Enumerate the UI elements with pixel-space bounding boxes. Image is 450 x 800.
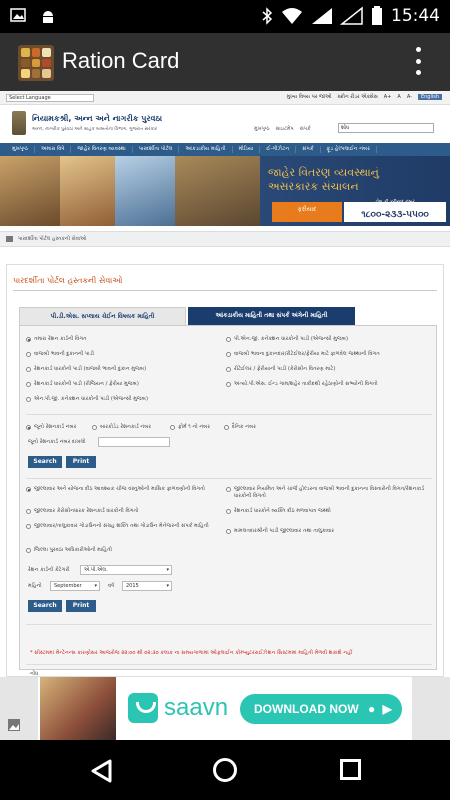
divider — [13, 290, 437, 291]
gallery-icon — [10, 8, 26, 22]
radio-button[interactable] — [170, 425, 175, 430]
org-name: નિયામકશ્રી, અન્ન અને નાગરીક પુરવઠા — [32, 114, 163, 123]
banner-photo — [115, 156, 175, 226]
nav-item[interactable]: ઈ-ગીઝેટન — [260, 146, 296, 153]
nav-item[interactable]: પારદર્શીતા પોર્ટલ — [133, 146, 180, 153]
radio-button[interactable] — [226, 352, 231, 357]
radio-button[interactable] — [26, 367, 31, 372]
ad-image-icon — [8, 719, 20, 731]
divider — [26, 664, 432, 665]
radio-button[interactable] — [26, 382, 31, 387]
radio-button[interactable] — [92, 425, 97, 430]
divider — [26, 478, 432, 479]
search-type-old-card[interactable]: જૂનો રેશનકાર્ડ નંબર — [26, 424, 76, 431]
divider — [26, 414, 432, 415]
radio-button[interactable] — [26, 509, 31, 514]
print-button[interactable]: Print — [66, 600, 96, 612]
site-search-input[interactable]: શોધ — [338, 123, 434, 133]
page-title: પારદર્શીતા પોર્ટલ હસ્તકની સેવાઓ — [13, 276, 123, 285]
option-antyodaya-members[interactable]: અંત્યો.પી.એસ. ઈન્ડ ગામ/શહેર તાકીદથી રહેઠાણોની સભ્યોની વિગતો — [226, 381, 426, 388]
note-title: નોંધ — [30, 671, 39, 677]
ad-brand: saavn — [164, 694, 229, 721]
signal-icon — [311, 7, 333, 25]
option-mamlatdar-list[interactable]: મામલતદારશ્રીની પાડી જીલ્લાવાર તથા તાલુકાવાર — [226, 528, 334, 535]
battery-icon — [371, 6, 383, 26]
recent-apps-icon[interactable] — [340, 759, 361, 780]
radio-button[interactable] — [26, 425, 31, 430]
status-time: 15:44 — [391, 6, 440, 26]
radio-button[interactable] — [226, 337, 231, 342]
radio-button[interactable] — [26, 337, 31, 342]
option-allotment-details[interactable]: વાજબી ભાવના દુકાનદાર/રીટેઈલર/ફેરીયા માટે ફાળવેલ જથ્થાની વિગત — [226, 351, 380, 358]
nav-item[interactable]: આંકડાકીય માહિતી — [179, 146, 232, 153]
download-now-button[interactable]: DOWNLOAD NOW ● ▶ — [240, 694, 402, 724]
org-subtitle: અન્ન, નાગરીક પુરવઠા અને ગ્રાહક બાબતોના વિભાગ, ગુજરાત સરકાર — [32, 127, 158, 132]
banner-photo — [60, 156, 115, 226]
search-type-barcode[interactable]: બારકોડેડ રેશનકાર્ડ નંબર — [92, 424, 151, 431]
tab-statistics-contact[interactable]: આંકડાકીય માહિતી તથા સંપર્ક અંગેની માહિતી — [188, 307, 355, 325]
nav-item[interactable]: મીડિયા — [233, 146, 261, 153]
ad-banner[interactable] — [0, 677, 450, 740]
maintenance-notice: * સીસ્ટમમાં મેન્ટેનન્સ કારણોસર આજરોજ ૨૨:૦૦ થી ૦૨:૩૦ કલાક ના સમયગાળામાં ઓફલાઈન કોમ્પ્યુટરરાઈઝેશન સિસ્ટમમાં માહિતી મેળવી શકાશે નહીં — [30, 650, 353, 656]
old-card-number-input[interactable] — [98, 437, 170, 447]
main-nav — [0, 143, 450, 156]
print-button[interactable]: Print — [66, 456, 96, 468]
contact-link[interactable]: સંપર્ક — [299, 126, 311, 132]
site-header — [0, 105, 450, 143]
year-select[interactable]: 2015 ▾ — [122, 581, 172, 591]
option-godown-info[interactable]: જીલ્લાવાર/તાલુકાવાર ગોડાઉનનો સંગ્રહ શક્તિ તથા ગોડાઉન મેનેજરની સંપર્ક માહિતી — [26, 523, 216, 530]
overflow-menu-icon[interactable] — [416, 47, 422, 75]
option-lpg-by-agency[interactable]: એન.પી.જી. કનેક્શન ધારકોની પાડી (એજન્સી મુજબ) — [26, 396, 148, 403]
banner-title: જાહેર વિતરણ વ્યવસ્થાનું અસરકારક સંચાલન — [268, 166, 379, 193]
tab-panel — [19, 325, 437, 677]
font-larger-link[interactable]: A+ — [383, 94, 392, 100]
helpline-number: ૧૮૦૦-૨૩૩-૫૫૦૦ — [344, 202, 446, 222]
ad-thumbnail — [40, 677, 116, 740]
emblem-icon — [12, 111, 26, 135]
nav-item[interactable]: મુખપૃષ્ઠ — [6, 146, 35, 153]
helpline-caption: ટોલ ફ્રી ફરીયાદ નંબર — [375, 200, 415, 205]
option-fps-list[interactable]: વાજબી ભાવની દુકાનની પાડી — [26, 351, 94, 358]
option-monthly-allocation[interactable]: જીલ્લાવાર અને યોજના દીઠ આવશ્યક ચીજ વસ્તુઓની માસિક ફાળવણીની વિગતો — [26, 486, 216, 493]
bluetooth-icon — [261, 7, 273, 25]
english-button[interactable]: English — [418, 94, 442, 100]
radio-button[interactable] — [226, 367, 231, 372]
breadcrumb — [0, 231, 450, 247]
breadcrumb-current: પારદર્શીતા પોર્ટલ હસ્તકની સેવાઓ — [18, 236, 87, 242]
nav-item[interactable]: જાહેર વિતરણ વ્યવસ્થા — [71, 146, 132, 153]
complaint-label: ફરીયાદ — [297, 206, 317, 213]
home-link[interactable]: મુખપૃષ્ઠ — [254, 126, 270, 132]
option-per-person-entitlement[interactable]: રેશનકાર્ડ ધારકોને વ્યક્તિ દીઠ મળવાપાત્ર જથ્થો — [226, 508, 331, 515]
year-label: વર્ષ — [108, 583, 115, 589]
nav-item[interactable]: સંપર્ક — [296, 146, 320, 153]
webview[interactable] — [0, 91, 450, 677]
option-kerosene-cardholders[interactable]: જીલ્લાવાર કેરોસીનધારક રેશનકાર્ડ ધારકોની વિગતો — [26, 508, 138, 515]
tab-pds-supply-chain[interactable]: પી.ડી.એસ. સપ્લાય ચેઈન વિષયક માહિતી — [19, 307, 186, 325]
no-sim-icon — [341, 7, 363, 25]
radio-button[interactable] — [226, 382, 231, 387]
radio-button[interactable] — [226, 509, 231, 514]
android-icon — [40, 8, 56, 24]
radio-button[interactable] — [226, 529, 231, 534]
header-links — [254, 126, 311, 132]
radio-button[interactable] — [26, 524, 31, 529]
category-label: રેશન કાર્ડની કેટેગરી — [28, 567, 70, 573]
back-icon[interactable] — [90, 759, 112, 783]
system-nav-bar — [0, 740, 450, 800]
screen-reader-link[interactable]: સ્ક્રીન રીડર એક્સેસ — [337, 94, 378, 100]
search-type-daily-number[interactable]: દૈનિક નંબર — [224, 424, 256, 431]
banner-photo — [175, 156, 260, 226]
nav-item[interactable]: ફૂડ હેલ્પલાઈન નંબર — [321, 146, 377, 153]
app-title: Ration Card — [62, 48, 180, 73]
top-links — [287, 94, 442, 100]
option-kerosene-retailers[interactable]: રીટેઈલર / ફેરીયાની પાડી (કેરોસીન વિતરણ માટે) — [226, 366, 335, 373]
wifi-icon — [281, 7, 303, 25]
radio-button[interactable] — [224, 425, 229, 430]
saavn-logo-icon — [128, 693, 158, 723]
hero-banner — [0, 156, 450, 226]
nav-item[interactable]: અમારા વિષે — [35, 146, 71, 153]
old-card-label: જૂનો રેશનકાર્ડ નંબર દાખલો — [28, 439, 86, 445]
app-bar — [0, 33, 450, 91]
status-bar — [0, 0, 450, 33]
banner-photo — [0, 156, 60, 226]
search-button[interactable]: Search — [28, 600, 62, 612]
option-png-by-agency[interactable]: પી.એન.જી. કનેક્શન ધારકોની પાડી (એજન્સી મુજબ) — [226, 336, 348, 343]
language-select[interactable]: Select Language — [6, 94, 94, 102]
apple-icon: ● — [368, 702, 376, 716]
radio-button[interactable] — [26, 397, 31, 402]
option-supply-officers[interactable]: જિલ્લા પુરવઠા અધિકારીઓની માહિતી — [26, 547, 112, 554]
radio-button[interactable] — [26, 487, 31, 492]
skip-to-content-link[interactable]: મુખ્ય વિષય પર જાઓ — [286, 94, 332, 100]
radio-button[interactable] — [226, 487, 231, 492]
play-icon: ▶ — [382, 702, 392, 716]
home-button-icon[interactable] — [213, 758, 237, 782]
font-normal-link[interactable]: A — [397, 94, 401, 100]
radio-button[interactable] — [26, 352, 31, 357]
main-content — [6, 264, 444, 677]
app-logo-icon — [18, 45, 54, 81]
option-ration-card-details[interactable]: તમારા રેશન કાર્ડની વિગત — [26, 336, 87, 343]
category-select[interactable]: એ.પી.એલ. ▾ — [80, 565, 172, 575]
option-cardholders-by-shop[interactable]: રેશનકાર્ડ ધારકોની પાડી (વાજબી ભાવની દુકાન મુજબ) — [26, 366, 146, 373]
divider — [26, 624, 432, 625]
home-icon[interactable] — [6, 236, 13, 242]
search-button[interactable]: Search — [28, 456, 62, 468]
sitemap-link[interactable]: સાઇટમેપ — [275, 126, 294, 132]
search-type-form-number[interactable]: ફોર્મ ૧ નો નંબર — [170, 424, 210, 431]
top-strip — [0, 91, 450, 105]
font-smaller-link[interactable]: A- — [406, 94, 412, 100]
radio-button[interactable] — [26, 548, 31, 553]
month-label: મહિનો — [28, 583, 42, 589]
month-select[interactable]: September ▾ — [50, 581, 100, 591]
ad-side-panel — [412, 677, 450, 740]
option-fps-areas[interactable]: જીલ્લાવાર નિયમિત અને ચાર્જ હોલ્ડરના વાજબી ભાવની દુકાનના વિસ્તારોની વિગત/રેશનકાર્ડ ધારકોની વિગતો — [226, 486, 426, 500]
option-cardholders-by-retailer[interactable]: રેશનકાર્ડ ધારકોની પાડી (રીજિયન / ફેરીયા મુજબ) — [26, 381, 139, 388]
